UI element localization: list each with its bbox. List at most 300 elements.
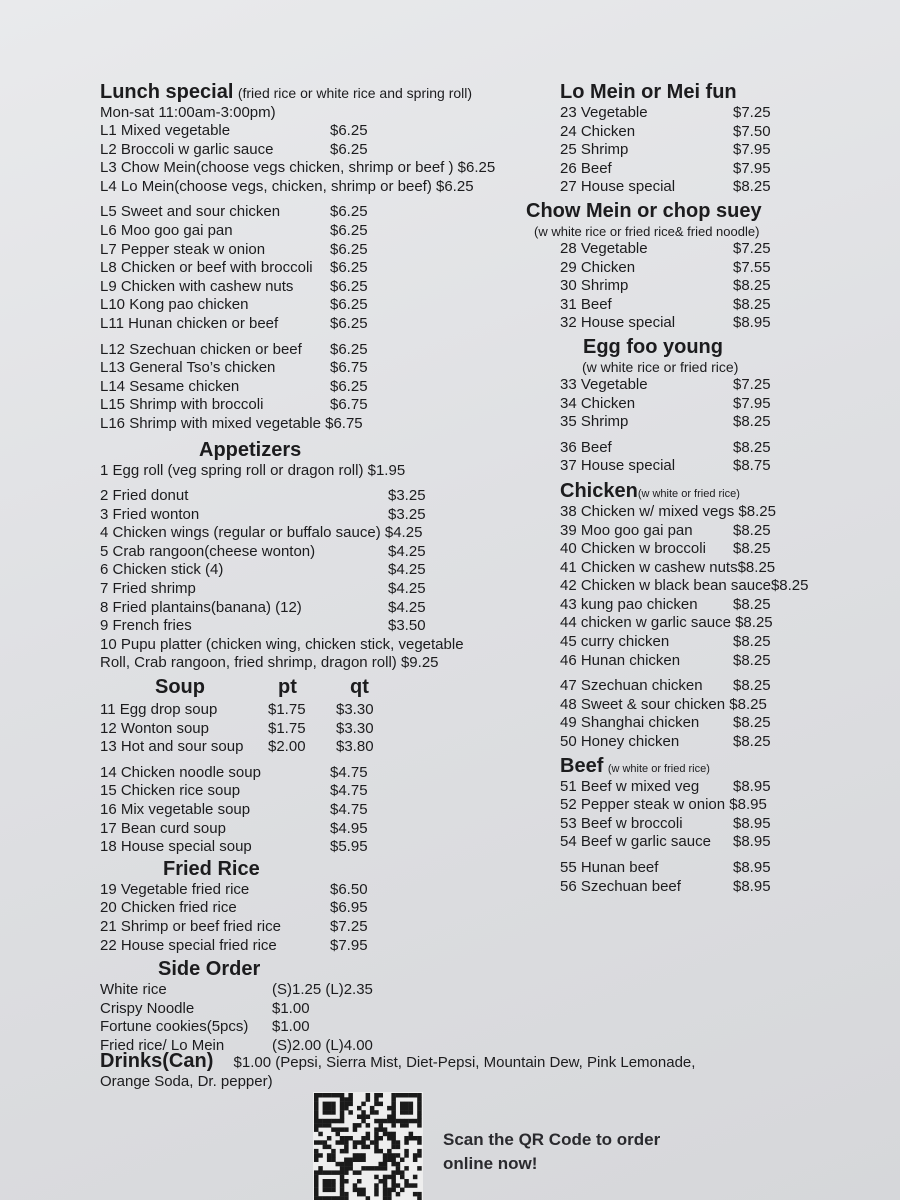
menu-item	[100, 241, 540, 260]
qr-module	[391, 1115, 396, 1120]
qr-module	[331, 1127, 336, 1132]
menu-item	[560, 240, 895, 259]
menu-item	[560, 160, 895, 179]
qr-module	[387, 1149, 392, 1154]
qr-module	[409, 1132, 414, 1137]
qr-module	[396, 1145, 401, 1150]
menu-item	[100, 636, 540, 655]
item-name: L13 General Tso’s chicken	[100, 359, 276, 377]
qr-module	[417, 1140, 422, 1145]
qr-module	[340, 1192, 345, 1197]
qr-module	[331, 1110, 336, 1115]
qr-module	[391, 1145, 396, 1150]
qr-module	[391, 1162, 396, 1167]
qr-module	[361, 1166, 366, 1171]
qr-module	[383, 1175, 388, 1180]
menu-item	[560, 859, 895, 878]
qr-module	[370, 1166, 375, 1171]
item-price: $6.25	[330, 240, 368, 258]
qr-module	[361, 1145, 366, 1150]
qr-module	[383, 1188, 388, 1193]
qr-module	[404, 1093, 409, 1098]
qr-module	[379, 1179, 384, 1184]
qr-module	[400, 1102, 405, 1107]
qr-module	[323, 1102, 328, 1107]
qr-module	[383, 1183, 388, 1188]
beef-header	[560, 754, 895, 778]
qr-module	[404, 1110, 409, 1115]
section-title: Lo Mein or Mei fun	[560, 81, 737, 103]
qr-module	[336, 1170, 341, 1175]
menu-item	[100, 359, 540, 378]
qr-module	[404, 1136, 409, 1141]
qr-module	[327, 1153, 332, 1158]
egg-foo-young-list	[560, 376, 895, 476]
qr-module	[357, 1188, 362, 1193]
item-name: 49 Shanghai chicken	[560, 714, 700, 732]
item-price: $6.25	[330, 340, 368, 358]
item-price: (S)1.25 (L)2.35	[272, 981, 373, 999]
soup-header	[100, 675, 540, 701]
menu-item	[100, 462, 540, 481]
item-name: 13 Hot and sour soup	[100, 738, 244, 756]
item-name: 25 Shrimp	[560, 141, 629, 159]
qr-module	[417, 1149, 422, 1154]
item-price: $8.95	[733, 777, 771, 795]
menu-item	[100, 341, 540, 360]
qr-module	[348, 1097, 353, 1102]
lo-mein-list	[560, 104, 895, 197]
qr-module	[404, 1102, 409, 1107]
item-price: $6.25	[330, 203, 368, 221]
qr-module	[340, 1140, 345, 1145]
qr-module	[417, 1106, 422, 1111]
qr-module	[383, 1153, 388, 1158]
menu-item	[560, 395, 895, 414]
menu-item	[560, 733, 895, 752]
qr-module	[391, 1097, 396, 1102]
qr-module	[374, 1132, 379, 1137]
qr-module	[323, 1183, 328, 1188]
item-name: 37 House special	[560, 457, 676, 475]
item-name: L14 Sesame chicken	[100, 377, 240, 395]
item-price: $1.00	[272, 1018, 310, 1036]
qr-module	[344, 1149, 349, 1154]
qr-module	[391, 1110, 396, 1115]
qr-module	[374, 1097, 379, 1102]
item-name: 24 Chicken	[560, 122, 636, 140]
menu-item	[560, 596, 895, 615]
menu-item	[560, 833, 895, 852]
qr-module	[413, 1093, 418, 1098]
item-name: 54 Beef w garlic sauce	[560, 833, 711, 851]
quart-price: $3.80	[336, 738, 374, 756]
qr-module	[340, 1175, 345, 1180]
qr-module	[314, 1179, 319, 1184]
item-name: 27 House special	[560, 178, 676, 196]
item-name: 29 Chicken	[560, 258, 636, 276]
qr-module	[331, 1158, 336, 1163]
qr-module	[323, 1179, 328, 1184]
qr-code[interactable]	[313, 1092, 423, 1200]
qr-module	[314, 1170, 319, 1175]
item-name: 26 Beef	[560, 159, 612, 177]
menu-item	[100, 278, 540, 297]
qr-module	[413, 1136, 418, 1141]
qr-module	[331, 1188, 336, 1193]
menu-item	[560, 815, 895, 834]
qr-module	[353, 1170, 358, 1175]
qr-module	[374, 1093, 379, 1098]
qr-module	[391, 1179, 396, 1184]
item-price: $7.50	[733, 122, 771, 140]
item-name: 18 House special soup	[100, 838, 252, 856]
qr-module	[331, 1102, 336, 1107]
item-name: 42 Chicken w black bean sauce$8.25	[560, 577, 809, 595]
item-price: $1.00	[272, 999, 310, 1017]
qr-module	[353, 1188, 358, 1193]
qr-module	[387, 1115, 392, 1120]
menu-item	[560, 314, 895, 333]
qr-module	[340, 1196, 345, 1200]
qr-module	[409, 1110, 414, 1115]
qr-module	[323, 1140, 328, 1145]
qr-module	[348, 1102, 353, 1107]
qr-module	[344, 1140, 349, 1145]
qr-module	[370, 1140, 375, 1145]
qr-module	[387, 1119, 392, 1124]
qr-caption-line-2: online now!	[443, 1154, 538, 1173]
qr-module	[331, 1179, 336, 1184]
qr-module	[357, 1170, 362, 1175]
qr-module	[417, 1102, 422, 1107]
qr-module	[344, 1127, 349, 1132]
item-price: $8.95	[733, 859, 771, 876]
menu-item	[560, 633, 895, 652]
item-price: $8.25	[733, 733, 771, 751]
item-price: $6.50	[330, 880, 368, 898]
qr-module	[379, 1123, 384, 1128]
qr-module	[417, 1136, 422, 1141]
menu-item	[560, 714, 895, 733]
item-name: 36 Beef	[560, 438, 612, 456]
qr-module	[327, 1102, 332, 1107]
section-note: (w white rice or fried rice)	[582, 358, 739, 375]
menu-item	[100, 222, 540, 241]
qr-module	[417, 1153, 422, 1158]
qr-module	[327, 1196, 332, 1200]
qr-module	[314, 1196, 319, 1200]
item-name: 41 Chicken w cashew nuts$8.25	[560, 558, 776, 576]
qr-module	[404, 1153, 409, 1158]
item-name: L11 Hunan chicken or beef	[100, 314, 279, 332]
section-title: Lunch special	[100, 81, 234, 103]
qr-module	[383, 1192, 388, 1197]
item-price: $8.75	[733, 457, 771, 475]
item-price: $7.95	[330, 936, 368, 954]
qr-module	[314, 1127, 319, 1132]
section-note: (w white rice or fried rice& fried noodle)	[534, 223, 760, 239]
qr-module	[340, 1106, 345, 1111]
item-name: 31 Beef	[560, 295, 612, 313]
item-price: $8.25	[733, 595, 771, 613]
item-price: $8.25	[733, 438, 771, 456]
item-name: 48 Sweet & sour chicken $8.25	[560, 695, 767, 713]
qr-module	[391, 1102, 396, 1107]
qr-module	[331, 1196, 336, 1200]
qr-module	[413, 1192, 418, 1197]
menu-item	[100, 378, 540, 397]
section-title: Chow Mein or chop suey	[526, 199, 762, 222]
item-price: $8.25	[733, 521, 771, 539]
qr-module	[314, 1188, 319, 1193]
qr-module	[400, 1170, 405, 1175]
menu-item	[100, 159, 540, 178]
qr-module	[396, 1183, 401, 1188]
item-name: 52 Pepper steak w onion $8.95	[560, 796, 767, 814]
menu-item	[100, 981, 540, 1000]
drinks-section	[100, 1052, 890, 1091]
qr-module	[413, 1153, 418, 1158]
menu-item	[100, 899, 540, 918]
qr-module	[331, 1149, 336, 1154]
qr-module	[400, 1175, 405, 1180]
menu-item	[100, 141, 540, 160]
item-name: 32 House special	[560, 314, 676, 332]
menu-item	[100, 315, 540, 334]
qr-module	[383, 1166, 388, 1171]
item-price: $3.25	[388, 487, 426, 505]
qr-module	[366, 1123, 371, 1128]
appetizers-list	[100, 462, 540, 674]
qr-module	[366, 1196, 371, 1200]
qr-module	[323, 1196, 328, 1200]
qr-module	[318, 1166, 323, 1171]
qr-module	[361, 1136, 366, 1141]
qr-module	[353, 1158, 358, 1163]
qr-module	[383, 1127, 388, 1132]
menu-item	[100, 396, 540, 415]
menu-item	[100, 738, 540, 757]
qr-module	[417, 1115, 422, 1120]
qr-module	[318, 1170, 323, 1175]
qr-module	[366, 1093, 371, 1098]
lunch-special-header	[100, 80, 540, 104]
qr-module	[379, 1127, 384, 1132]
item-name: L16 Shrimp with mixed vegetable $6.75	[100, 414, 363, 432]
item-name: 16 Mix vegetable soup	[100, 801, 251, 818]
right-column	[526, 80, 895, 896]
qr-module	[340, 1127, 345, 1132]
item-price: $4.25	[388, 580, 426, 598]
menu-item	[560, 376, 895, 395]
qr-module	[348, 1166, 353, 1171]
qr-module	[340, 1119, 345, 1124]
qr-module	[374, 1188, 379, 1193]
item-price: $7.95	[733, 159, 771, 177]
item-price: $6.25	[330, 122, 368, 139]
side-order-list	[100, 981, 540, 1055]
item-price: $7.25	[733, 375, 771, 393]
menu-item	[560, 439, 895, 458]
menu-item	[560, 577, 895, 596]
qr-module	[417, 1166, 422, 1171]
qr-module	[391, 1123, 396, 1128]
qr-module	[409, 1106, 414, 1111]
qr-module	[391, 1106, 396, 1111]
qr-module	[413, 1158, 418, 1163]
qr-module	[400, 1106, 405, 1111]
qr-module	[413, 1119, 418, 1124]
qr-module	[340, 1093, 345, 1098]
menu-item	[100, 820, 540, 839]
qr-module	[314, 1175, 319, 1180]
qr-module	[314, 1183, 319, 1188]
item-name: 46 Hunan chicken	[560, 651, 681, 669]
item-price: $4.25	[388, 561, 426, 579]
qr-module	[336, 1132, 341, 1137]
menu-item	[560, 778, 895, 797]
qr-module	[396, 1192, 401, 1197]
qr-module	[340, 1170, 345, 1175]
qr-module	[396, 1119, 401, 1124]
qr-module	[404, 1179, 409, 1184]
item-name: 56 Szechuan beef	[560, 877, 681, 895]
item-price: $4.25	[388, 598, 426, 616]
item-price: $6.25	[330, 259, 368, 277]
qr-module	[327, 1119, 332, 1124]
qr-module	[340, 1162, 345, 1167]
qr-module	[357, 1153, 362, 1158]
menu-item	[560, 413, 895, 432]
qr-module	[379, 1162, 384, 1167]
qr-module	[396, 1153, 401, 1158]
menu-item	[100, 782, 540, 801]
item-price: $7.95	[733, 394, 771, 412]
qr-module	[336, 1119, 341, 1124]
item-price: $4.75	[330, 763, 368, 781]
qr-module	[353, 1145, 358, 1150]
qr-module	[417, 1196, 422, 1200]
qr-module	[327, 1179, 332, 1184]
section-note: (w white or fried rice)	[607, 762, 710, 775]
qr-module	[344, 1102, 349, 1107]
qr-module	[374, 1149, 379, 1154]
item-name: Fortune cookies(5pcs)	[100, 1018, 249, 1036]
qr-module	[323, 1123, 328, 1128]
qr-module	[391, 1188, 396, 1193]
qr-module	[314, 1093, 319, 1098]
qr-module	[379, 1149, 384, 1154]
item-price: $4.75	[330, 782, 368, 800]
qr-module	[361, 1188, 366, 1193]
item-price: $6.25	[330, 377, 368, 395]
qr-module	[374, 1166, 379, 1171]
section-title: Chicken	[560, 479, 638, 502]
soup-list	[100, 764, 540, 857]
fried-rice-list	[100, 881, 540, 955]
beef-list	[560, 778, 895, 897]
section-title: Beef	[560, 754, 604, 777]
menu-item	[560, 296, 895, 315]
qr-module	[314, 1110, 319, 1115]
quart-label: qt	[350, 676, 369, 699]
menu-item	[100, 1000, 540, 1019]
item-name: 38 Chicken w/ mixed vegs $8.25	[560, 502, 776, 520]
item-name: 15 Chicken rice soup	[100, 782, 241, 800]
item-price: $8.25	[733, 651, 771, 669]
qr-module	[404, 1123, 409, 1128]
qr-module	[314, 1192, 319, 1197]
qr-module	[318, 1119, 323, 1124]
menu-item	[560, 652, 895, 671]
qr-module	[383, 1132, 388, 1137]
item-name: 4 Chicken wings (regular or buffalo sauce) $4.25	[100, 524, 423, 542]
qr-module	[366, 1115, 371, 1120]
qr-module	[391, 1183, 396, 1188]
qr-module	[383, 1158, 388, 1163]
qr-module	[361, 1102, 366, 1107]
qr-module	[327, 1158, 332, 1163]
menu-item	[560, 104, 895, 123]
pint-label: pt	[278, 676, 297, 699]
section-title: Egg foo young	[583, 335, 723, 358]
item-price: $6.25	[330, 277, 368, 295]
qr-module	[336, 1162, 341, 1167]
qr-module	[340, 1188, 345, 1193]
qr-module	[314, 1123, 319, 1128]
item-price: $8.95	[733, 833, 771, 851]
qr-module	[344, 1179, 349, 1184]
menu-item	[560, 677, 895, 696]
menu-item	[100, 918, 540, 937]
menu-item	[560, 178, 895, 197]
qr-module	[366, 1166, 371, 1171]
qr-module	[353, 1140, 358, 1145]
qr-module	[348, 1136, 353, 1141]
menu-item	[560, 259, 895, 278]
qr-module	[417, 1093, 422, 1098]
menu-item	[560, 559, 895, 578]
qr-module	[379, 1119, 384, 1124]
menu-item	[560, 457, 895, 476]
lunch-hours: Mon-sat 11:00am-3:00pm)	[100, 104, 276, 121]
qr-module	[344, 1196, 349, 1200]
qr-module	[379, 1102, 384, 1107]
qr-module	[400, 1158, 405, 1163]
qr-module	[357, 1115, 362, 1120]
qr-module	[314, 1119, 319, 1124]
qr-module	[353, 1183, 358, 1188]
item-name: L7 Pepper steak w onion	[100, 240, 266, 258]
menu-item	[100, 203, 540, 222]
qr-caption-line-1: Scan the QR Code to order	[443, 1130, 661, 1149]
qr-module	[323, 1188, 328, 1193]
item-price: $6.25	[330, 296, 368, 314]
item-name: L1 Mixed vegetable	[100, 122, 231, 139]
qr-module	[387, 1106, 392, 1111]
menu-item	[100, 296, 540, 315]
qr-module	[404, 1106, 409, 1111]
qr-module	[336, 1196, 341, 1200]
item-price: $8.25	[733, 413, 771, 431]
item-price: $8.95	[733, 314, 771, 332]
qr-module	[331, 1106, 336, 1111]
qr-module	[314, 1158, 319, 1163]
item-name: L2 Broccoli w garlic sauce	[100, 140, 274, 158]
item-name: 40 Chicken w broccoli	[560, 540, 706, 558]
item-name: 53 Beef w broccoli	[560, 814, 683, 832]
